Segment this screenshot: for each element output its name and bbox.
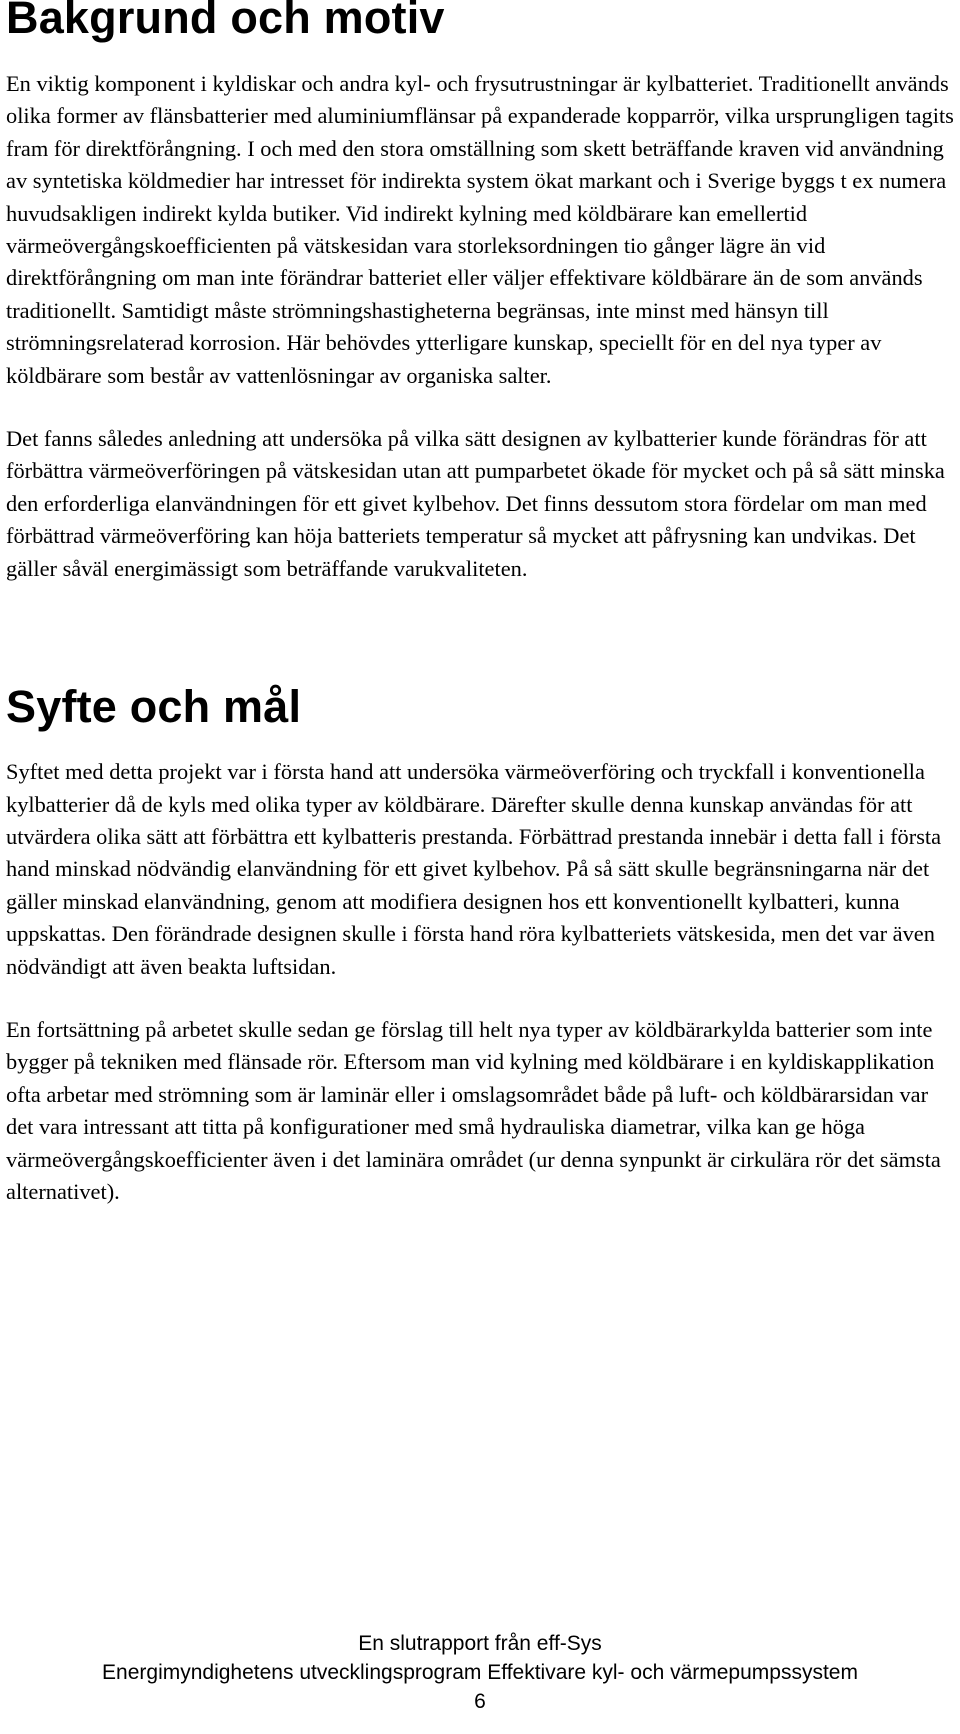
footer-program-name: Energimyndighetens utvecklingsprogram Effektivare kyl- och värmepumpssystem — [102, 1661, 858, 1684]
paragraph: Syftet med detta projekt var i första hand att undersöka värmeöverföring och tryckfall i konventionella kylbatterier då de kyls med olika typer av köldbärare. Därefter skulle denna kunskap användas för att utvärdera olika sätt att förbättra ett kylbatteris prestanda. Förbättrad prestanda innebär i detta fall i första hand minskad nödvändig elanvändning för ett givet kylbehov. På så sätt skulle begränsningarna när det gäller minskad elanvändning, genom att modifiera designen hos ett konventionellt kylbatteri, kunna uppskattas. Den förändrade designen skulle i första hand röra kylbatteriets vätskesida, men det var även nödvändigt att även beakta luftsidan. — [6, 759, 942, 979]
page-footer — [0, 1629, 960, 1716]
document-page — [6, 0, 954, 1208]
footer-report-title: En slutrapport från eff-Sys — [358, 1632, 602, 1655]
paragraph: En fortsättning på arbetet skulle sedan ge förslag till helt nya typer av köldbärarkylda batterier som inte bygger på tekniken med flänsade rör. Eftersom man vid kylning med köldbärare i en kyldiskapplikation ofta arbetar med strömning som är laminär eller i omslagsområdet både på luft- och köldbärarsidan var det vara intressant att titta på konfigurationer med små hydrauliska diametrar, vilka kan ge höga värmeövergångskoefficienter även i det laminära området (ur denna synpunkt är cirkulära rör det sämsta alternativet). — [6, 1016, 941, 1204]
page-number: 6 — [474, 1690, 486, 1713]
paragraph: En viktig komponent i kyldiskar och andra kyl- och frysutrustningar är kylbatteriet. Traditionellt används olika former av flänsbatterier med aluminiumflänsar på expanderade kopparrör, vilka ursprungligen tagits fram för direktförångning. I och med den stora omställning som skett beträffande kraven vid användning av syntetiska köldmedier har intresset för indirekta system ökat markant och i Sverige byggs t ex numera huvudsakligen indirekt kylda butiker. Vid indirekt kylning med köldbärare kan emellertid värmeövergångskoefficienten på vätskesidan vara storleksordningen tio gånger lägre än vid direktförångning om man inte förändrar batteriet eller väljer effektivare köldbärare än de som används traditionellt. Samtidigt måste strömningshastigheterna begränsas, inte minst med hänsyn till strömningsrelaterad korrosion. Här behövdes ytterligare kunskap, speciellt för en del nya typer av köldbärare som består av vattenlösningar av organiska salter. — [6, 71, 954, 388]
section-heading-bakgrund: Bakgrund och motiv — [6, 0, 445, 43]
section-heading-syfte: Syfte och mål — [6, 681, 302, 733]
paragraph: Det fanns således anledning att undersöka på vilka sätt designen av kylbatterier kunde förändras för att förbättra värmeöverföringen på vätskesidan utan att pumparbetet ökade för mycket och på så sätt minska den erforderliga elanvändningen för ett givet kylbehov. Det finns dessutom stora fördelar om man med förbättrad värmeöverföring kan höja batteriets temperatur så mycket att påfrysning kan undvikas. Det gäller såväl energimässigt som beträffande varukvaliteten. — [6, 426, 945, 581]
